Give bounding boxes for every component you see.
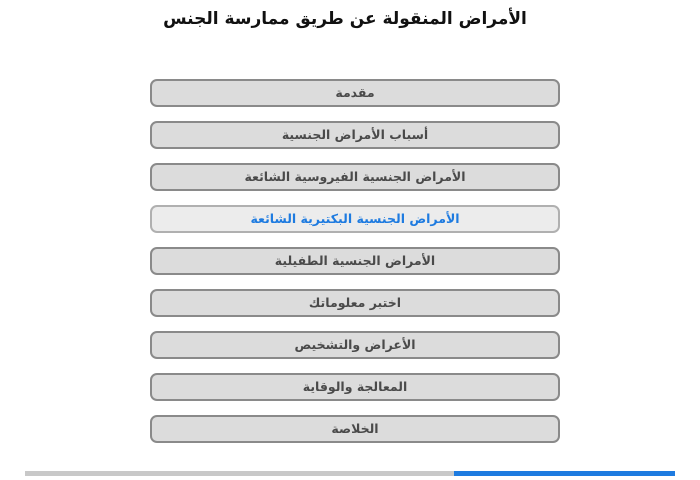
menu-item-summary[interactable]: الخلاصة	[150, 415, 560, 443]
menu-item-bacterial-diseases[interactable]: الأمراض الجنسية البكتيرية الشائعة	[150, 205, 560, 233]
menu-item-quiz[interactable]: اختبر معلوماتك	[150, 289, 560, 317]
menu-item-parasitic-diseases[interactable]: الأمراض الجنسية الطفيلية	[150, 247, 560, 275]
menu-item-symptoms-diagnosis[interactable]: الأعراض والتشخيص	[150, 331, 560, 359]
menu-item-treatment-prevention[interactable]: المعالجة والوقاية	[150, 373, 560, 401]
progress-bar	[25, 471, 675, 476]
chapter-menu	[150, 79, 560, 457]
page-title: الأمراض المنقولة عن طريق ممارسة الجنس	[163, 9, 527, 29]
menu-item-introduction[interactable]: مقدمة	[150, 79, 560, 107]
menu-item-viral-diseases[interactable]: الأمراض الجنسية الفيروسية الشائعة	[150, 163, 560, 191]
progress-bar-fill	[454, 471, 675, 476]
menu-item-causes[interactable]: أسباب الأمراض الجنسية	[150, 121, 560, 149]
